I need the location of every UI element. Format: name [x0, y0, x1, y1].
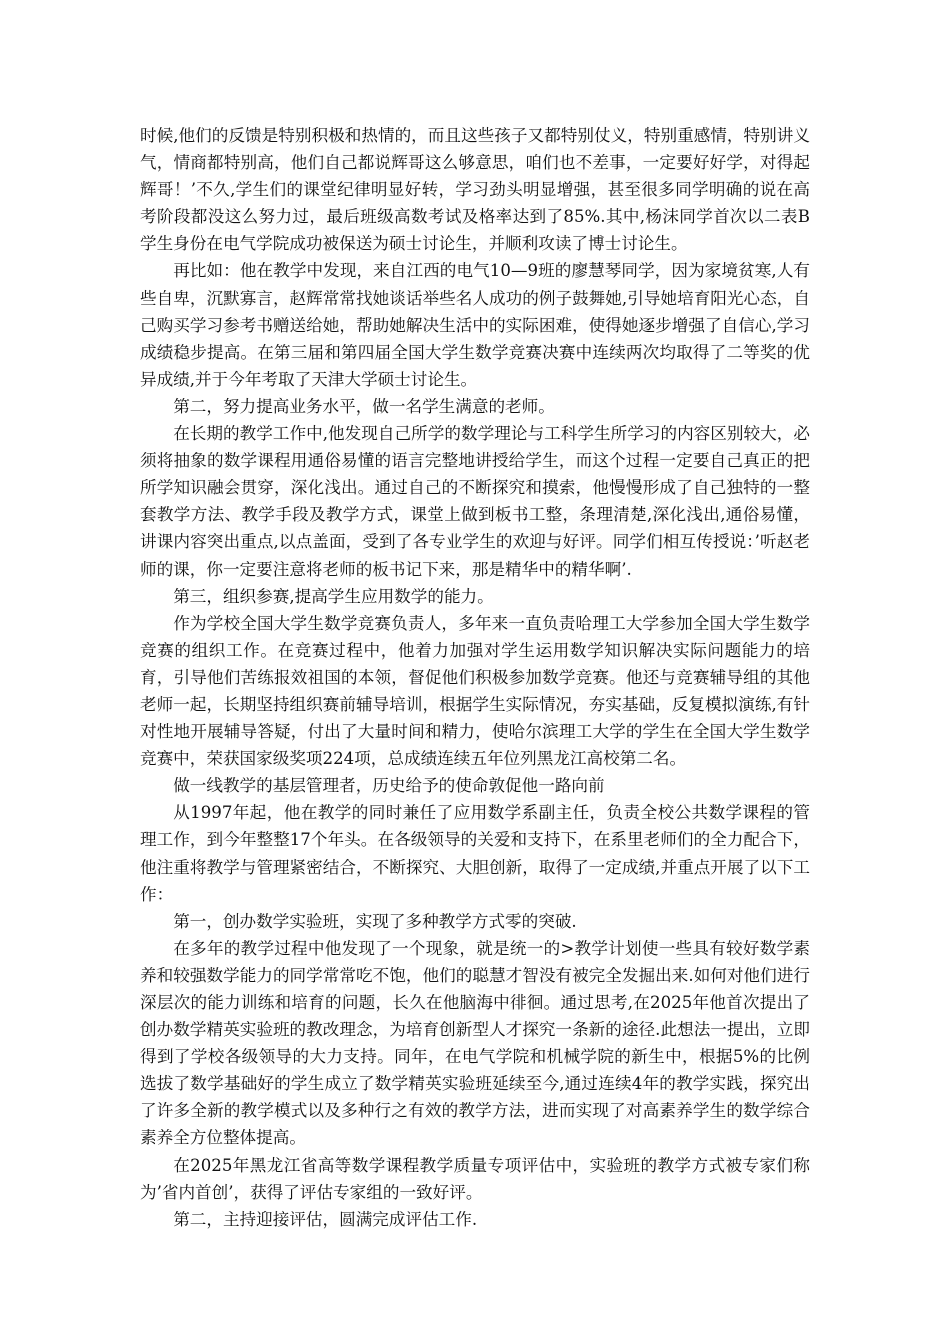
paragraph-teaching-method: 在长期的教学工作中,他发现自己所学的数学理论与工科学生所学习的内容区别较大，必须将抽象的数学课程用通俗易懂的语言完整地讲授给学生，而这个过程一定要自己真正的把所学知识融会贯穿，深化浅出。通过自己的不断探究和摸索，他慢慢形成了自己独特的一整套教学方法、教学手段及教学方式，课堂上做到板书工整，条理清楚,深化浅出,通俗易懂，讲课内容突出重点,以点盖面，受到了各专业学生的欢迎与好评。同学们相互传授说：’听赵老师的课，你一定要注意将老师的板书记下来，那是精华中的精华啊’.	[140, 424, 810, 579]
paragraph-example-student: 再比如：他在教学中发现，来自江西的电气10—9班的廖慧琴同学，因为家境贫寒,人有些自卑，沉默寡言，赵辉常常找她谈话举些名人成功的例子鼓舞她,引导她培育阳光心态，自己购买学习参考书赠送给她，帮助她解决生活中的实际困难，使得她逐步增强了自信心,学习成绩稳步提高。在第三届和第四届全国大学生数学竞赛决赛中连续两次均取得了二等奖的优异成绩,并于今年考取了天津大学硕士讨论生。	[140, 261, 810, 389]
paragraph-management: 从1997年起，他在教学的同时兼任了应用数学系副主任，负责全校公共数学课程的管理工作，到今年整整17个年头。在各级领导的关爱和支持下，在系里老师们的全力配合下，他注重将教学与管理紧密结合，不断探究、大胆创新，取得了一定成绩,并重点开展了以下工作：	[140, 803, 810, 904]
paragraph-experimental-class: 在多年的教学过程中他发现了一个现象，就是统一的>教学计划使一些具有较好数学素养和较强数学能力的同学常常吃不饱，他们的聪慧才智没有被完全发掘出来.如何对他们进行深层次的能力训练和培育的问题，长久在他脑海中徘徊。通过思考,在2025年他首次提出了创办数学精英实验班的教改理念，为培育创新型人才探究一条新的途径.此想法一提出，立即得到了学校各级领导的大力支持。同年，在电气学院和机械学院的新生中，根据5%的比例选拔了数学基础好的学生成立了数学精英实验班延续至今,通过连续4年的教学实践，探究出了许多全新的教学模式以及多种行之有效的教学方法，进而实现了对高素养学生的数学综合素养全方位整体提高。	[140, 938, 810, 1148]
paragraph-continuation: 时候,他们的反馈是特别积极和热情的，而且这些孩子又都特别仗义，特别重感情，特别讲义气，情商都特别高，他们自己都说辉哥这么够意思，咱们也不差事，一定要好好学，对得起辉哥！’不久,学生们的课堂纪律明显好转，学习劲头明显增强，甚至很多同学明确的说在高考阶段都没这么努力过，最后班级高数考试及格率达到了85%.其中,杨沫同学首次以二表B学生身份在电气学院成功被保送为硕士讨论生，并顺利攻读了博士讨论生。	[140, 126, 810, 254]
paragraph-section-heading: 做一线教学的基层管理者，历史给予的使命敦促他一路向前	[173, 776, 605, 796]
paragraph-heading-first: 第一，创办数学实验班，实现了多种教学方式零的突破.	[173, 911, 577, 931]
paragraph-evaluation: 在2025年黑龙江省高等数学课程教学质量专项评估中，实验班的教学方式被专家们称为’省内首创’，获得了评估专家组的一致好评。	[140, 1155, 810, 1202]
paragraph-heading-third: 第三，组织参赛,提高学生应用数学的能力。	[173, 586, 494, 606]
paragraph-heading-evaluation: 第二，主持迎接评估，圆满完成评估工作.	[173, 1209, 478, 1229]
paragraph-heading-second: 第二，努力提高业务水平，做一名学生满意的老师。	[173, 396, 555, 416]
paragraph-competition: 作为学校全国大学生数学竞赛负责人，多年来一直负责哈理工大学参加全国大学生数学竞赛的组织工作。在竞赛过程中，他着力加强对学生运用数学知识解决实际问题能力的培育，引导他们苦练报效祖国的本领，督促他们积极参加数学竞赛。他还与竞赛辅导组的其他老师一起，长期坚持组织赛前辅导培训，根据学生实际情况，夯实基础，反复模拟演练,有针对性地开展辅导答疑，付出了大量时间和精力，使哈尔滨理工大学的学生在全国大学生数学竞赛中，荣获国家级奖项224项，总成绩连续五年位列黑龙江高校第二名。	[140, 613, 810, 769]
document-body	[140, 122, 810, 1233]
